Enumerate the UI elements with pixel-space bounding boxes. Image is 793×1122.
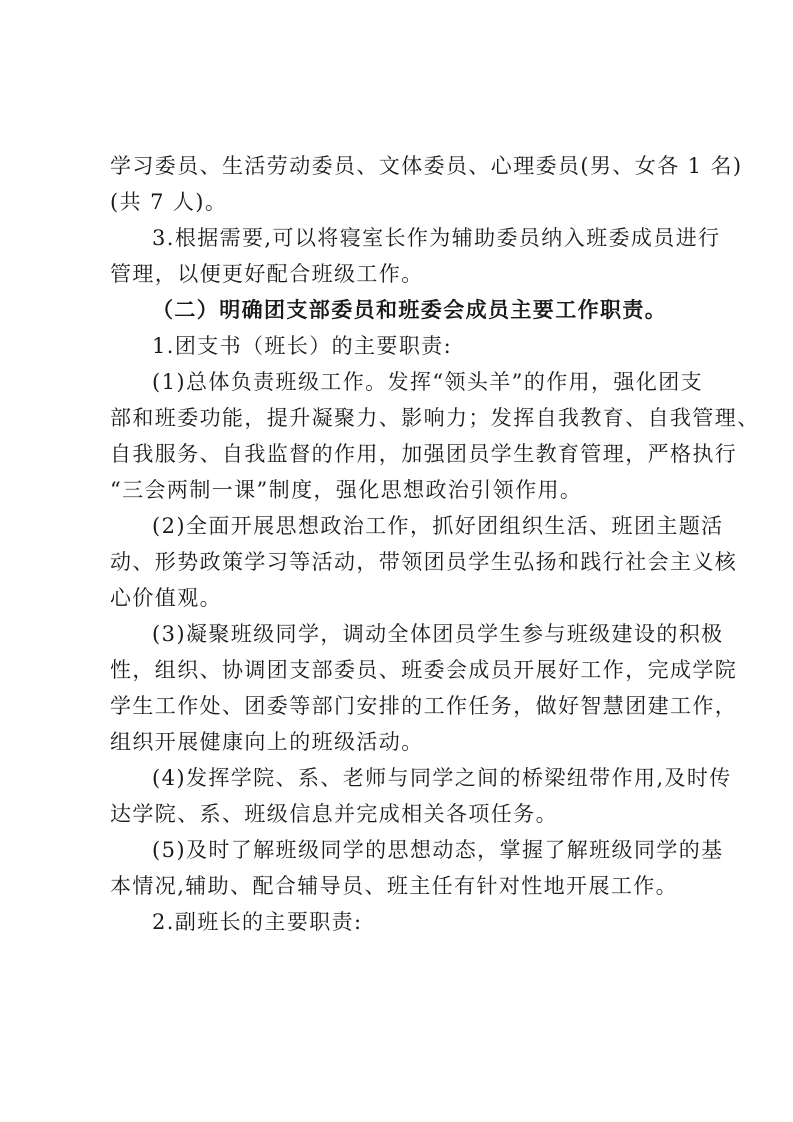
text-line: 心价值观。 bbox=[110, 586, 222, 610]
text-line: 组织开展健康向上的班级活动。 bbox=[110, 730, 424, 754]
text-line: (共 7 人)。 bbox=[110, 190, 228, 214]
section-heading: （二）明确团支部委员和班委会成员主要工作职责。 bbox=[152, 297, 668, 322]
text-line: (4)发挥学院、系、老师与同学之间的桥梁纽带作用,及时传 bbox=[152, 766, 732, 790]
text-line: 达学院、系、班级信息并完成相关各项任务。 bbox=[110, 802, 558, 826]
text-line: 学习委员、生活劳动委员、文体委员、心理委员(男、女各 1 名) bbox=[110, 154, 743, 178]
text-line: “三会两制一课”制度，强化思想政治引领作用。 bbox=[110, 478, 583, 502]
text-line: 自我服务、自我监督的作用，加强团员学生教育管理，严格执行 bbox=[110, 442, 738, 466]
text-line: 性，组织、协调团支部委员、班委会成员开展好工作，完成学院 bbox=[110, 658, 738, 682]
text-line: 管理，以便更好配合班级工作。 bbox=[110, 262, 424, 286]
text-line: 学生工作处、团委等部门安排的工作任务，做好智慧团建工作， bbox=[110, 694, 738, 718]
text-line: 2.副班长的主要职责: bbox=[152, 910, 363, 934]
text-line: (2)全面开展思想政治工作，抓好团组织生活、班团主题活 bbox=[152, 514, 724, 538]
text-line: 3.根据需要,可以将寝室长作为辅助委员纳入班委成员进行 bbox=[152, 226, 721, 250]
text-line: (1)总体负责班级工作。发挥“领头羊”的作用，强化团支 bbox=[152, 370, 704, 394]
text-line: 1.团支书（班长）的主要职责: bbox=[152, 334, 453, 358]
text-line: (5)及时了解班级同学的思想动态，掌握了解班级同学的基 bbox=[152, 838, 724, 862]
text-line: (3)凝聚班级同学，调动全体团员学生参与班级建设的积极 bbox=[152, 622, 724, 646]
text-line: 本情况,辅助、配合辅导员、班主任有针对性地开展工作。 bbox=[110, 874, 679, 898]
text-line: 部和班委功能，提升凝聚力、影响力；发挥自我教育、自我管理、 bbox=[110, 406, 760, 430]
text-line: 动、形势政策学习等活动，带领团员学生弘扬和践行社会主义核 bbox=[110, 550, 738, 574]
document-body bbox=[110, 148, 760, 940]
